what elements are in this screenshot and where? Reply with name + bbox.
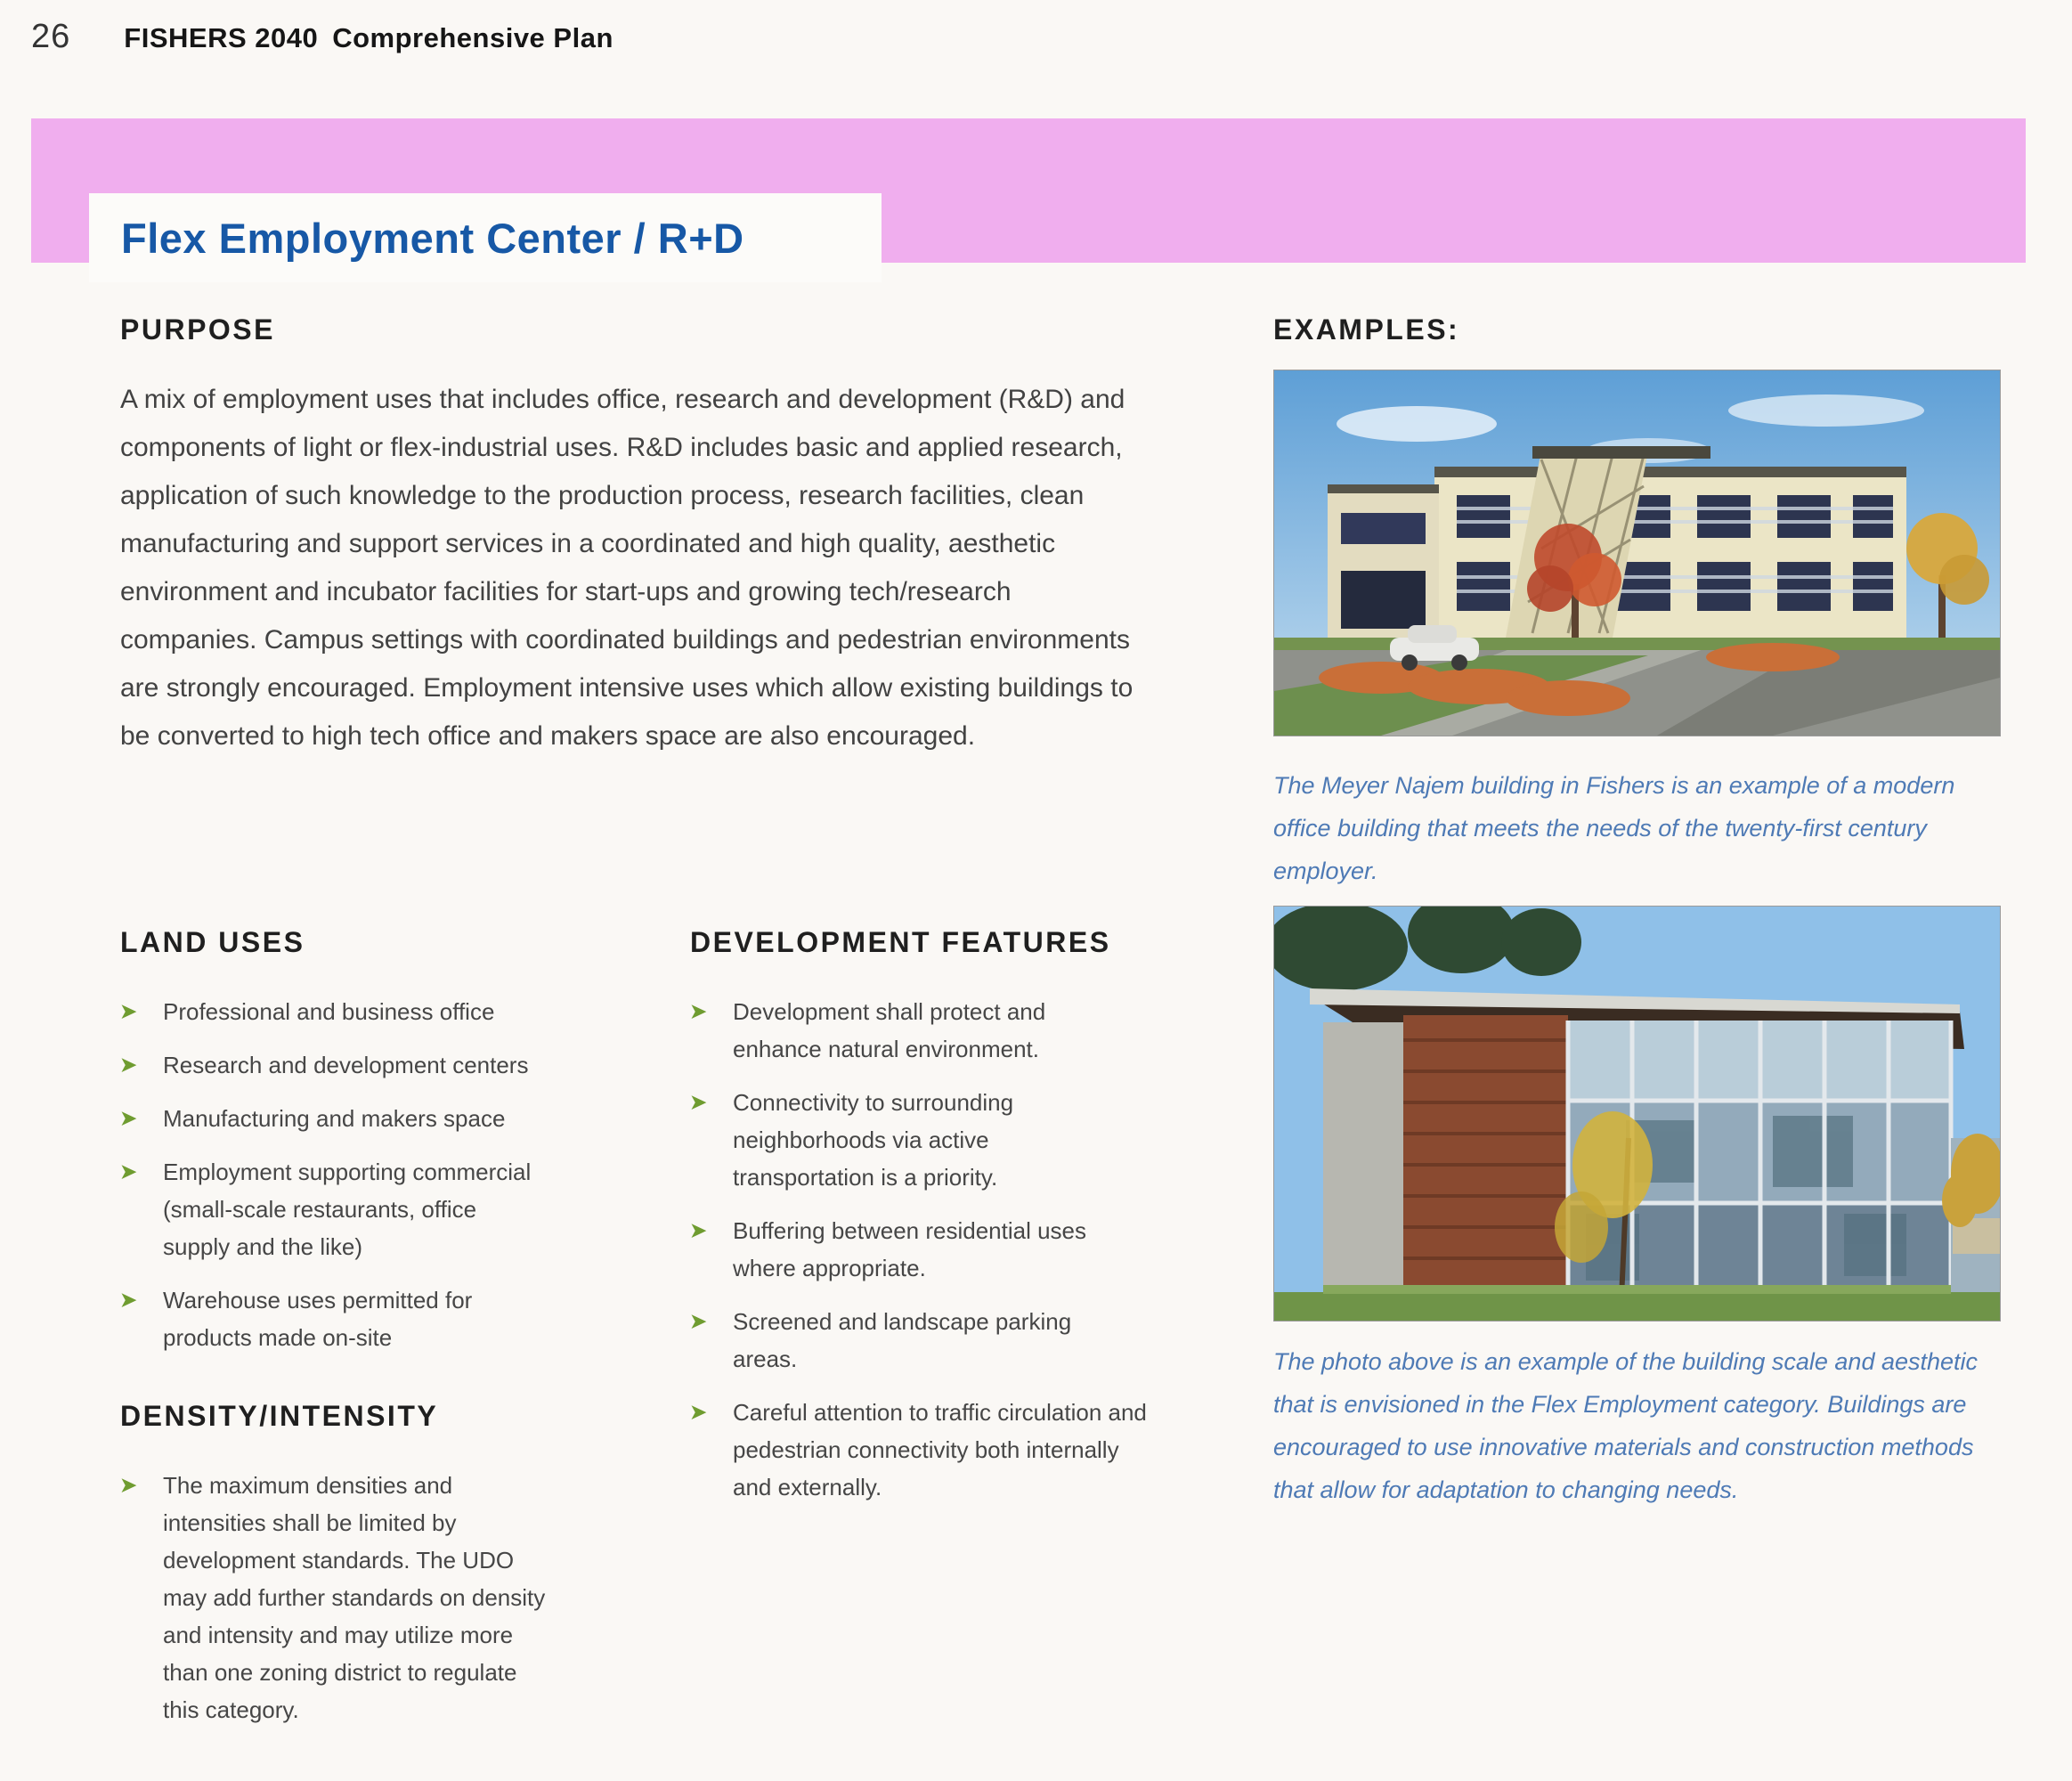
development-features-section xyxy=(690,926,1189,1522)
development-feature-item: Screened and landscape parking areas. xyxy=(733,1308,1072,1372)
arrow-bullet-icon: ➤ xyxy=(120,1289,137,1311)
list-item xyxy=(690,1084,1189,1196)
photo-caption: The photo above is an example of the building scale and aesthetic that is envisioned in the Flex Employment category. Buildings are encouraged to use innovative materials and construction methods that allow for adaptation to changing needs. xyxy=(1273,1348,1979,1503)
document-subtitle: Comprehensive Plan xyxy=(332,22,613,53)
list-item xyxy=(120,1046,637,1084)
development-features-heading: DEVELOPMENT FEATURES xyxy=(690,926,1111,958)
land-use-item: Employment supporting commercial (small-scale restaurants, office supply and the like) xyxy=(163,1159,532,1260)
land-use-item: Warehouse uses permitted for products made on-site xyxy=(163,1287,473,1351)
arrow-bullet-icon: ➤ xyxy=(120,1000,137,1022)
list-item xyxy=(690,1212,1189,1287)
density-intensity-section xyxy=(120,1400,637,1744)
development-feature-item: Connectivity to surrounding neighborhoods via active transportation is a priority. xyxy=(733,1089,1014,1191)
arrow-bullet-icon: ➤ xyxy=(690,1310,707,1332)
density-intensity-heading: DENSITY/INTENSITY xyxy=(120,1400,439,1432)
arrow-bullet-icon: ➤ xyxy=(690,1091,707,1113)
arrow-bullet-icon: ➤ xyxy=(120,1053,137,1076)
photo-caption: The Meyer Najem building in Fishers is an example of a modern office building that meets the needs of the twenty-first century employer. xyxy=(1273,772,1955,884)
land-uses-section xyxy=(120,926,637,1372)
list-item xyxy=(120,1281,637,1356)
list-item xyxy=(120,1153,637,1265)
development-features-list xyxy=(690,993,1189,1506)
development-feature-item: Buffering between residential uses where appropriate. xyxy=(733,1217,1086,1281)
arrow-bullet-icon: ➤ xyxy=(120,1474,137,1496)
land-use-item: Manufacturing and makers space xyxy=(163,1105,506,1132)
page-number: 26 xyxy=(31,18,71,55)
land-use-item: Research and development centers xyxy=(163,1052,529,1078)
list-item xyxy=(120,1100,637,1137)
arrow-bullet-icon: ➤ xyxy=(120,1160,137,1183)
section-title-plate xyxy=(89,193,882,282)
land-use-item: Professional and business office xyxy=(163,998,495,1025)
examples-heading: EXAMPLES: xyxy=(1273,313,1460,346)
list-item xyxy=(120,1467,637,1728)
development-feature-item: Development shall protect and enhance natural environment. xyxy=(733,998,1046,1062)
arrow-bullet-icon: ➤ xyxy=(120,1107,137,1129)
list-item xyxy=(690,993,1189,1068)
list-item xyxy=(120,993,637,1030)
land-uses-heading: LAND USES xyxy=(120,926,305,958)
purpose-heading: PURPOSE xyxy=(120,313,275,346)
development-feature-item: Careful attention to traffic circulation and pedestrian connectivity both internally and externally. xyxy=(733,1399,1147,1500)
density-list xyxy=(120,1467,637,1728)
photo-flex-building-example xyxy=(1273,906,2001,1322)
arrow-bullet-icon: ➤ xyxy=(690,1219,707,1241)
list-item xyxy=(690,1394,1189,1506)
purpose-paragraph: A mix of employment uses that includes office, research and development (R&D) and components of light or flex-industrial uses. R&D includes basic and applied research, application of such knowledge to the production process, research facilities, clean manufacturing and support services in a coordinated and high quality, aesthetic environment and incubator facilities for start-ups and growing tech/research companies. Campus settings with coordinated buildings and pedestrian environments are strongly encouraged. Employment intensive uses which allow existing buildings to be converted to high tech office and makers space are also encouraged. xyxy=(120,385,1134,751)
document-title: FISHERS 2040 xyxy=(124,22,319,53)
photo-meyer-najem-rendering xyxy=(1273,370,2001,736)
arrow-bullet-icon: ➤ xyxy=(690,1401,707,1423)
land-uses-list xyxy=(120,993,637,1356)
list-item xyxy=(690,1303,1189,1378)
page-header xyxy=(31,18,613,56)
density-item: The maximum densities and intensities shall be limited by development standards. The UDO may add further standards on density and intensity and may utilize more than one zoning district to regulate this category. xyxy=(163,1472,546,1723)
arrow-bullet-icon: ➤ xyxy=(690,1000,707,1022)
page-title: Flex Employment Center / R+D xyxy=(121,214,744,262)
